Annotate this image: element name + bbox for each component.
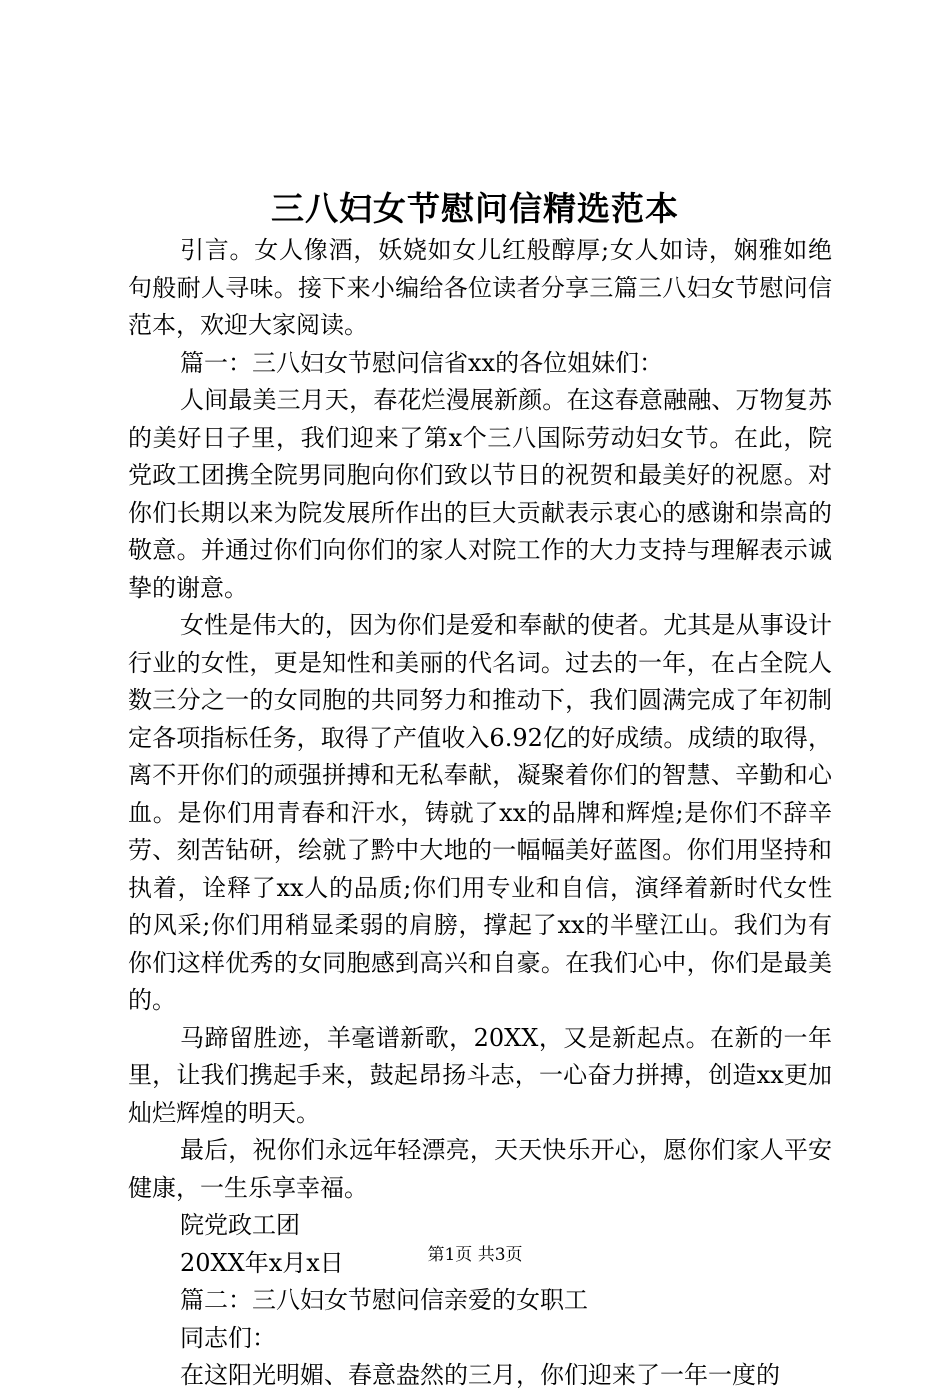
paragraph: 女性是伟大的，因为你们是爱和奉献的使者。尤其是从事设计行业的女性，更是知性和美丽的代名词。过去的一年，在占全院人数三分之一的女同胞的共同努力和推动下，我们圆满完成了年初制定各项指标任务，取得了产值收入6.92亿的好成绩。成绩的取得，离不开你们的顽强拼搏和无私奉献，凝聚着你们的智慧、辛勤和心血。是你们用青春和汗水，铸就了xx的品牌和辉煌;是你们不辞辛劳、刻苦钻研，绘就了黔中大地的一幅幅美好蓝图。你们用坚持和执着，诠释了xx人的品质;你们用专业和自信，演绎着新时代女性的风采;你们用稍显柔弱的肩膀，撑起了xx的半壁江山。我们为有你们这样优秀的女同胞感到高兴和自豪。在我们心中，你们是最美的。 bbox=[128, 611, 832, 1014]
signature-date: 20XX年x月x日 bbox=[180, 1248, 344, 1277]
salutation: 同志们： bbox=[180, 1323, 276, 1352]
paragraph-heading-part-two: 篇二：三八妇女节慰问信亲爱的女职工 bbox=[180, 1286, 588, 1314]
paragraph: 在这阳光明媚、春意盎然的三月，你们迎来了一年一度的 bbox=[180, 1361, 780, 1389]
paragraph: 人间最美三月天，春花烂漫展新颜。在这春意融融、万物复苏的美好日子里，我们迎来了第x个三八国际劳动妇女节。在此，院党政工团携全院男同胞向你们致以节日的祝贺和最美好的祝愿。对你们长期以来为院发展所作出的巨大贡献表示衷心的感谢和崇高的敬意。并通过你们向你们的家人对院工作的大力支持与理解表示诚挚的谢意。 bbox=[128, 386, 832, 602]
document-body bbox=[128, 232, 832, 1395]
page-footer: 第1页 共3页 bbox=[427, 1245, 523, 1265]
document-title: 三八妇女节慰问信精选范本 bbox=[271, 189, 679, 228]
paragraph-intro: 引言。女人像酒，妖娆如女儿红般醇厚;女人如诗，娴雅如绝句般耐人寻味。接下来小编给各位读者分享三篇三八妇女节慰问信范本，欢迎大家阅读。 bbox=[128, 236, 832, 339]
signature-org: 院党政工团 bbox=[180, 1211, 300, 1239]
paragraph-heading-part-one: 篇一：三八妇女节慰问信省xx的各位姐妹们： bbox=[180, 348, 664, 377]
paragraph: 马蹄留胜迹，羊毫谱新歌，20XX，又是新起点。在新的一年里，让我们携起手来，鼓起昂扬斗志，一心奋力拼搏，创造xx更加灿烂辉煌的明天。 bbox=[128, 1023, 832, 1127]
paragraph: 最后，祝你们永远年轻漂亮，天天快乐开心，愿你们家人平安健康，一生乐享幸福。 bbox=[128, 1136, 832, 1202]
